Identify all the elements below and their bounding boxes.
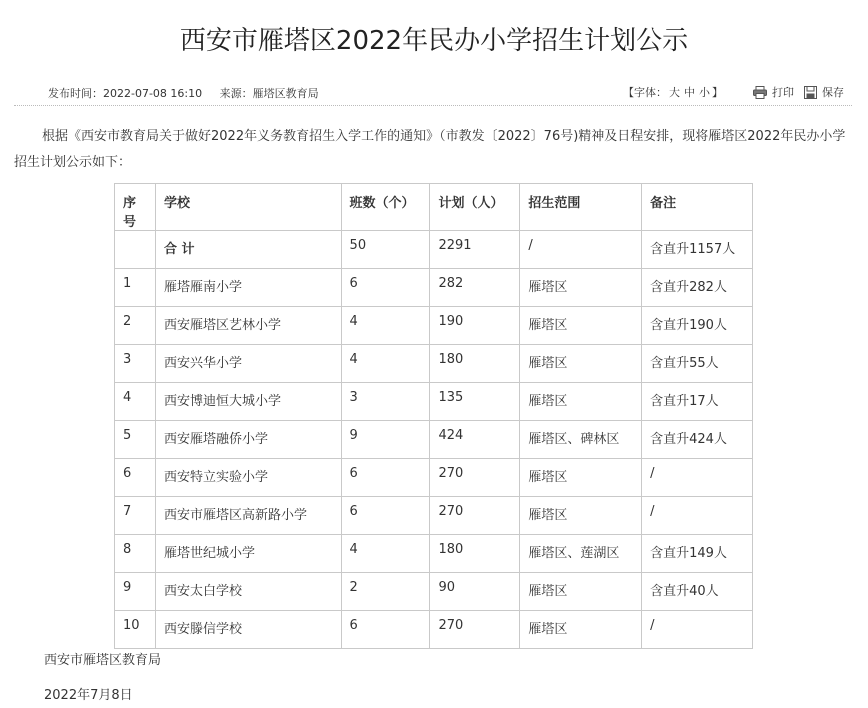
font-size-suffix: 】	[712, 86, 723, 99]
publish-time: 发布时间：2022-07-08 16:10	[48, 87, 203, 100]
article-tools	[623, 84, 844, 100]
row-classes: 2	[341, 573, 430, 611]
row-classes: 6	[341, 459, 430, 497]
total-label: 合 计	[155, 231, 341, 269]
row-classes: 3	[341, 383, 430, 421]
table-row	[115, 535, 753, 573]
row-no: 1	[115, 269, 156, 307]
row-note: /	[642, 611, 753, 649]
save-button[interactable]	[804, 84, 844, 100]
row-classes: 6	[341, 269, 430, 307]
save-icon	[804, 86, 817, 99]
row-classes: 4	[341, 345, 430, 383]
total-no	[115, 231, 156, 269]
row-scope: 雁塔区	[520, 459, 642, 497]
row-no: 5	[115, 421, 156, 459]
row-scope: 雁塔区	[520, 345, 642, 383]
row-note: 含直升424人	[642, 421, 753, 459]
print-button[interactable]	[753, 84, 794, 100]
save-label: 保存	[822, 86, 844, 99]
total-note: 含直升1157人	[642, 231, 753, 269]
row-classes: 4	[341, 307, 430, 345]
row-plan: 424	[430, 421, 520, 459]
header-classes: 班数（个）	[341, 184, 430, 231]
row-no: 9	[115, 573, 156, 611]
header-plan: 计划（人）	[430, 184, 520, 231]
total-plan: 2291	[430, 231, 520, 269]
row-school: 西安市雁塔区高新路小学	[155, 497, 341, 535]
row-note: 含直升282人	[642, 269, 753, 307]
row-note: 含直升149人	[642, 535, 753, 573]
row-school: 雁塔世纪城小学	[155, 535, 341, 573]
row-note: 含直升190人	[642, 307, 753, 345]
row-no: 7	[115, 497, 156, 535]
row-no: 3	[115, 345, 156, 383]
row-plan: 90	[430, 573, 520, 611]
font-size-large-link[interactable]: 大	[669, 86, 680, 99]
row-school: 西安太白学校	[155, 573, 341, 611]
header-scope: 招生范围	[520, 184, 642, 231]
enrollment-plan-table	[114, 183, 753, 649]
font-size-switcher	[623, 84, 723, 100]
row-classes: 6	[341, 497, 430, 535]
row-plan: 180	[430, 535, 520, 573]
row-no: 6	[115, 459, 156, 497]
row-no: 4	[115, 383, 156, 421]
total-scope: /	[520, 231, 642, 269]
row-note: 含直升17人	[642, 383, 753, 421]
print-label: 打印	[772, 86, 794, 99]
row-scope: 雁塔区	[520, 307, 642, 345]
table-row	[115, 459, 753, 497]
row-note: /	[642, 459, 753, 497]
table-row	[115, 345, 753, 383]
table-row	[115, 383, 753, 421]
row-school: 雁塔雁南小学	[155, 269, 341, 307]
page-title: 西安市雁塔区2022年民办小学招生计划公示	[179, 26, 689, 56]
table-row	[115, 573, 753, 611]
printer-icon	[753, 86, 767, 99]
row-school: 西安雁塔融侨小学	[155, 421, 341, 459]
row-scope: 雁塔区	[520, 383, 642, 421]
header-school: 学校	[155, 184, 341, 231]
row-scope: 雁塔区	[520, 573, 642, 611]
table-row	[115, 269, 753, 307]
total-classes: 50	[341, 231, 430, 269]
table-row	[115, 307, 753, 345]
table-row	[115, 611, 753, 649]
row-scope: 雁塔区、莲湖区	[520, 535, 642, 573]
row-scope: 雁塔区	[520, 611, 642, 649]
row-classes: 6	[341, 611, 430, 649]
table-header-row	[115, 184, 753, 231]
row-school: 西安博迪恒大城小学	[155, 383, 341, 421]
table-row	[115, 497, 753, 535]
table-total-row	[115, 231, 753, 269]
header-note: 备注	[642, 184, 753, 231]
row-scope: 雁塔区	[520, 269, 642, 307]
row-school: 西安雁塔区艺林小学	[155, 307, 341, 345]
row-plan: 270	[430, 497, 520, 535]
row-classes: 9	[341, 421, 430, 459]
row-school: 西安特立实验小学	[155, 459, 341, 497]
row-note: /	[642, 497, 753, 535]
intro-paragraph: 根据《西安市教育局关于做好2022年义务教育招生入学工作的通知》（市教发〔2022〕76号)精神及日程安排，现将雁塔区2022年民办小学招生计划公示如下：	[14, 129, 846, 170]
header-no: 序号	[115, 184, 156, 231]
row-no: 8	[115, 535, 156, 573]
row-plan: 270	[430, 459, 520, 497]
row-school: 西安兴华小学	[155, 345, 341, 383]
publish-info	[48, 85, 333, 101]
font-size-prefix: 【字体：	[623, 86, 667, 99]
row-classes: 4	[341, 535, 430, 573]
row-scope: 雁塔区	[520, 497, 642, 535]
row-note: 含直升55人	[642, 345, 753, 383]
row-plan: 135	[430, 383, 520, 421]
signature: 西安市雁塔区教育局	[44, 653, 162, 668]
row-note: 含直升40人	[642, 573, 753, 611]
article-meta-bar	[14, 78, 852, 106]
row-plan: 270	[430, 611, 520, 649]
row-plan: 282	[430, 269, 520, 307]
row-no: 2	[115, 307, 156, 345]
row-school: 西安滕信学校	[155, 611, 341, 649]
row-plan: 180	[430, 345, 520, 383]
row-no: 10	[115, 611, 156, 649]
row-scope: 雁塔区、碑林区	[520, 421, 642, 459]
row-plan: 190	[430, 307, 520, 345]
font-size-medium-link[interactable]: 中	[684, 86, 695, 99]
font-size-small-link[interactable]: 小	[699, 86, 710, 99]
source: 来源：雁塔区教育局	[219, 87, 319, 100]
table-row	[115, 421, 753, 459]
publish-date: 2022年7月8日	[44, 688, 133, 703]
